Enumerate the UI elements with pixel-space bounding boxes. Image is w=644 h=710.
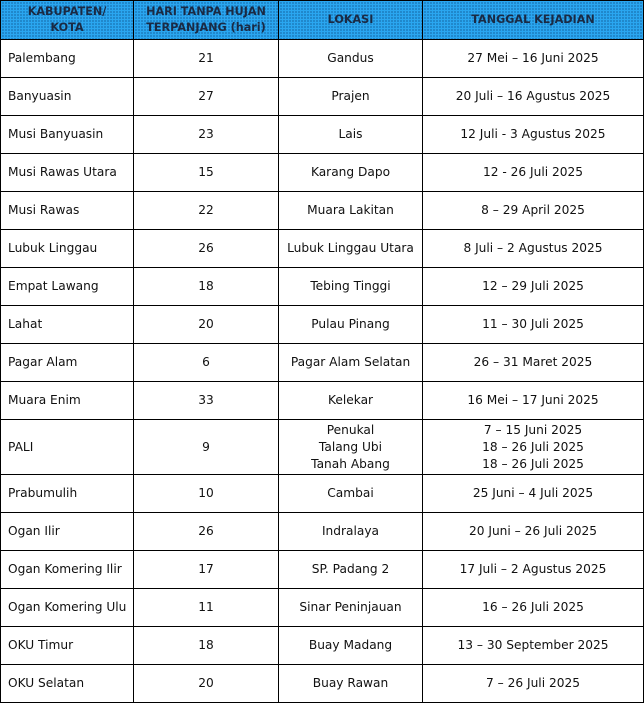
header-hari [134,1,279,40]
table-row [1,420,644,475]
tanggal-line: 13 – 30 September 2025 [457,638,609,652]
header-kabupaten-line-1: KABUPATEN/ [27,5,107,18]
cell-tanggal [423,627,644,665]
cell-tanggal [423,40,644,78]
tanggal-line: 20 Juli – 16 Agustus 2025 [455,89,611,103]
lokasi-line: Lais [338,127,363,141]
table-row [1,551,644,589]
lokasi-line: Muara Lakitan [307,203,394,217]
cell-tanggal [423,192,644,230]
table-row [1,475,644,513]
tanggal-line: 18 – 26 Juli 2025 [482,439,584,454]
table-body [1,40,644,703]
tanggal-line: 17 Juli – 2 Agustus 2025 [459,562,607,576]
cell-kabupaten: Empat Lawang [1,268,134,306]
table-row [1,268,644,306]
tanggal-line: 20 Juni – 26 Juli 2025 [468,524,598,538]
tanggal-line: 12 - 26 Juli 2025 [482,165,584,179]
cell-lokasi [279,420,423,475]
cell-hari: 20 [134,306,279,344]
cell-tanggal [423,344,644,382]
cell-lokasi [279,513,423,551]
cell-lokasi [279,40,423,78]
cell-kabupaten: Musi Rawas [1,192,134,230]
cell-kabupaten: Musi Rawas Utara [1,154,134,192]
cell-tanggal [423,116,644,154]
table-row [1,192,644,230]
header-hari-line-2: TERPANJANG (hari) [146,21,266,34]
cell-hari: 26 [134,513,279,551]
cell-kabupaten: Muara Enim [1,382,134,420]
tanggal-line: 12 – 29 Juli 2025 [482,279,584,293]
table-row [1,382,644,420]
table-row [1,306,644,344]
cell-tanggal [423,268,644,306]
header-kabupaten [1,1,134,40]
cell-kabupaten: PALI [1,420,134,475]
cell-lokasi [279,475,423,513]
lokasi-line: Karang Dapo [310,165,391,179]
cell-lokasi [279,192,423,230]
cell-tanggal [423,230,644,268]
cell-hari: 9 [134,420,279,475]
table-row [1,78,644,116]
lokasi-line: Buay Rawan [312,676,389,690]
cell-kabupaten: Ogan Ilir [1,513,134,551]
lokasi-line: SP. Padang 2 [311,562,390,576]
cell-lokasi [279,116,423,154]
cell-kabupaten: OKU Selatan [1,665,134,703]
tanggal-line: 7 – 15 Juni 2025 [483,422,583,437]
cell-lokasi [279,230,423,268]
lokasi-line: Cambai [327,486,374,500]
cell-tanggal [423,513,644,551]
cell-hari: 22 [134,192,279,230]
cell-hari: 33 [134,382,279,420]
tanggal-line: 8 Juli – 2 Agustus 2025 [463,241,603,255]
cell-kabupaten: Pagar Alam [1,344,134,382]
cell-lokasi [279,78,423,116]
tanggal-line: 26 – 31 Maret 2025 [473,355,593,369]
cell-tanggal [423,78,644,116]
lokasi-line: Penukal [326,422,375,437]
cell-tanggal [423,306,644,344]
cell-lokasi [279,344,423,382]
cell-tanggal [423,665,644,703]
lokasi-line: Pulau Pinang [311,317,390,331]
cell-tanggal [423,382,644,420]
cell-tanggal [423,589,644,627]
cell-hari: 17 [134,551,279,589]
cell-kabupaten: Palembang [1,40,134,78]
header-tanggal: TANGGAL KEJADIAN [423,1,644,40]
cell-kabupaten: Banyuasin [1,78,134,116]
tanggal-line: 18 – 26 Juli 2025 [482,456,584,471]
lokasi-line: Kelekar [327,393,374,407]
cell-tanggal [423,420,644,475]
cell-hari: 18 [134,627,279,665]
table-row [1,116,644,154]
lokasi-line: Tanah Abang [311,456,390,471]
lokasi-line: Talang Ubi [318,439,383,454]
table-row [1,627,644,665]
lokasi-line: Gandus [327,51,374,65]
cell-hari: 27 [134,78,279,116]
cell-lokasi [279,665,423,703]
cell-kabupaten: Lubuk Linggau [1,230,134,268]
cell-tanggal [423,475,644,513]
lokasi-line: Lubuk Linggau Utara [287,241,414,255]
cell-kabupaten: Ogan Komering Ilir [1,551,134,589]
lokasi-line: Tebing Tinggi [310,279,391,293]
cell-lokasi [279,268,423,306]
cell-hari: 21 [134,40,279,78]
table-row [1,40,644,78]
cell-tanggal [423,154,644,192]
header-row [1,1,644,40]
lokasi-line: Prajen [331,89,370,103]
cell-lokasi [279,382,423,420]
table-row [1,230,644,268]
lokasi-line: Sinar Peninjauan [299,600,402,614]
tanggal-line: 7 – 26 Juli 2025 [486,676,580,690]
header-hari-line-1: HARI TANPA HUJAN [146,5,266,18]
table-row [1,513,644,551]
cell-tanggal [423,551,644,589]
cell-lokasi [279,627,423,665]
table-row [1,344,644,382]
table-row [1,665,644,703]
cell-hari: 18 [134,268,279,306]
lokasi-line: Pagar Alam Selatan [290,355,411,369]
tanggal-line: 16 Mei – 17 Juni 2025 [467,393,599,407]
cell-lokasi [279,551,423,589]
tanggal-line: 11 – 30 Juli 2025 [482,317,584,331]
cell-hari: 20 [134,665,279,703]
tanggal-line: 27 Mei – 16 Juni 2025 [467,51,599,65]
cell-hari: 26 [134,230,279,268]
cell-hari: 6 [134,344,279,382]
cell-kabupaten: Ogan Komering Ulu [1,589,134,627]
cell-hari: 23 [134,116,279,154]
header-lokasi: LOKASI [279,1,423,40]
cell-lokasi [279,589,423,627]
tanggal-line: 25 Juni – 4 Juli 2025 [472,486,594,500]
header-kabupaten-line-2: KOTA [50,21,84,34]
cell-lokasi [279,154,423,192]
cell-kabupaten: Musi Banyuasin [1,116,134,154]
tanggal-line: 12 Juli - 3 Agustus 2025 [460,127,606,141]
table-header [1,1,644,40]
cell-lokasi [279,306,423,344]
cell-hari: 11 [134,589,279,627]
cell-hari: 15 [134,154,279,192]
cell-hari: 10 [134,475,279,513]
tanggal-line: 16 – 26 Juli 2025 [482,600,584,614]
table-row [1,589,644,627]
table-row [1,154,644,192]
lokasi-line: Buay Madang [308,638,393,652]
lokasi-line: Indralaya [321,524,380,538]
tanggal-line: 8 – 29 April 2025 [481,203,585,217]
cell-kabupaten: Prabumulih [1,475,134,513]
cell-kabupaten: OKU Timur [1,627,134,665]
cell-kabupaten: Lahat [1,306,134,344]
